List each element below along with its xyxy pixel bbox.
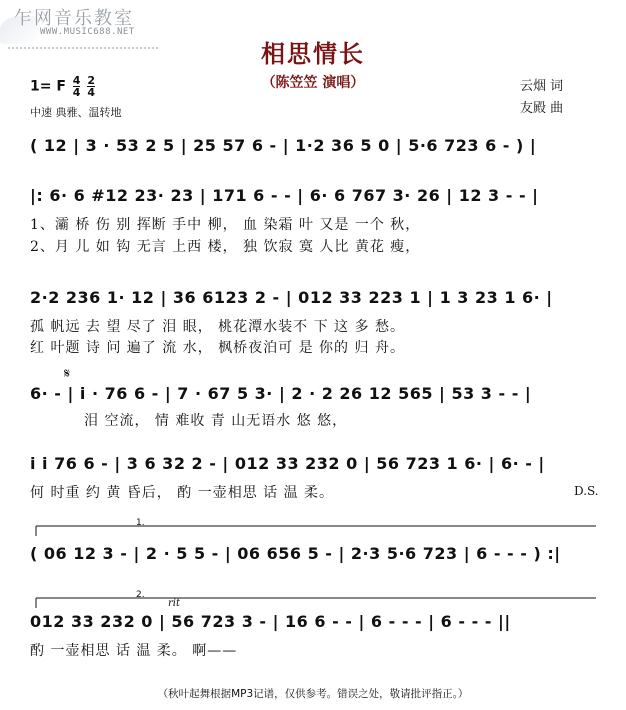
second-ending-label: 2. xyxy=(136,590,145,600)
key-signature: 1= F xyxy=(30,78,66,95)
score-line-7: 012 33 232 0 | 56 723 3 - | 16 6 - - | 6 - - - | 6 - - - || xyxy=(30,612,511,631)
lyric-line-5: 何 时重 约 黄 昏后， 酌 一壶相思 话 温 柔。 xyxy=(30,485,335,501)
score-line-1: ( 12 | 3 · 53 2 5 | 25 57 6 - | 1·2 36 5 0 | 5·6 723 6 - ) | xyxy=(30,136,537,155)
watermark-logo-text: 乍网音乐教室 xyxy=(14,8,134,29)
lyric-line-7: 酌 一壶相思 话 温 柔。 啊—— xyxy=(30,643,238,659)
dal-segno-mark: D.S. xyxy=(574,484,599,498)
first-ending-label: 1. xyxy=(136,518,145,528)
composer-credit: 友殿 曲 xyxy=(520,101,564,116)
segno-sign: 𝄋 xyxy=(64,366,71,382)
transcription-note: （秋叶起舞根据MP3记谱，仅供参考。错误之处，敬请批评指正。） xyxy=(157,688,469,700)
second-ending-bracket xyxy=(36,598,596,608)
tempo-marking: 中速 典雅、温转地 xyxy=(30,106,122,119)
score-line-2: |: 6· 6 #12 23· 23 | 171 6 - - | 6· 6 767 3· 26 | 12 3 - - | xyxy=(30,186,539,205)
lyric-verse-1-line-2: 1、灞 桥 伤 别 挥断 手中 柳， 血 染霜 叶 又是 一个 秋， xyxy=(30,217,421,233)
score-line-6: ( 06 12 3 - | 2 · 5 5 - | 06 656 5 - | 2·3 5·6 723 | 6 - - - ) :| xyxy=(30,544,561,563)
watermark-url: WWW.MUSIC688.NET xyxy=(40,27,135,37)
lyric-line-4: 泪 空流， 情 难收 青 山无语水 悠 悠， xyxy=(84,413,348,429)
time-signature-4-4: $\frac{4}{4}$ xyxy=(72,74,81,99)
first-ending-bracket xyxy=(36,526,596,536)
ritardando-mark: rit xyxy=(168,598,180,609)
song-title: 相思情长 xyxy=(261,40,365,68)
time-signature-2-4: $\frac{2}{4}$ xyxy=(87,74,95,99)
lyric-verse-2-line-3: 红 叶题 诗 问 遍了 流 水， 枫桥夜泊可 是 你的 归 舟。 xyxy=(30,340,405,356)
score-line-4: 6· - | i · 76 6 - | 7 · 67 5 3· | 2 · 2 26 12 565 | 53 3 - - | xyxy=(30,384,532,403)
lyric-verse-2-line-2: 2、月 儿 如 钩 无言 上西 楼， 独 饮寂 寞 人比 黄花 瘦， xyxy=(30,239,421,255)
score-line-3: 2·2 236 1· 12 | 36 6123 2 - | 012 33 223 1 | 1 3 23 1 6· | xyxy=(30,288,553,307)
score-line-5: i i 76 6 - | 3 6 32 2 - | 012 33 232 0 | 56 723 1 6· | 6· - | xyxy=(30,454,545,473)
singer-credit: （陈笠笠 演唱） xyxy=(261,75,365,91)
lyricist-credit: 云烟 词 xyxy=(520,79,564,94)
lyric-verse-1-line-3: 孤 帆远 去 望 尽了 泪 眼， 桃花潭水装不 下 这 多 愁。 xyxy=(30,319,405,335)
